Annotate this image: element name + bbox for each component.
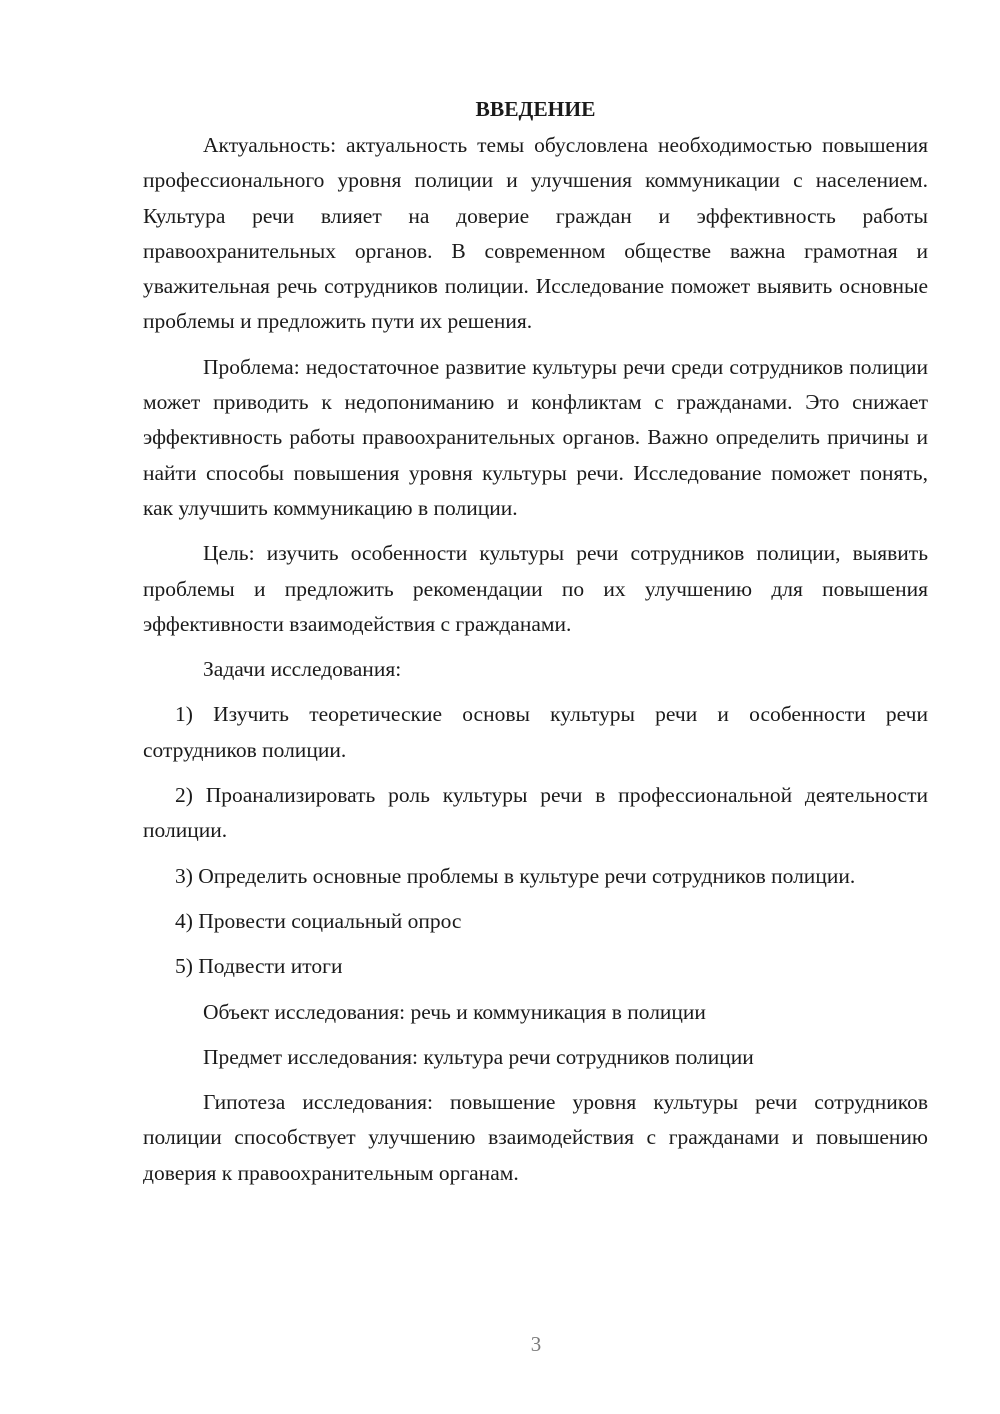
task-item: 5) Подвести итоги — [175, 954, 343, 979]
goal-paragraph: Цель: изучить особенности культуры речи сотрудников полиции, выявить проблемы и предложить рекомендации по их улучшению для повышения эффективности взаимодействия с гражданами. — [143, 541, 928, 636]
page-number: 3 — [530, 1332, 542, 1356]
task-item: 1) Изучить теоретические основы культуры речи и особенности речи сотрудников полиции. — [143, 702, 928, 762]
research-object: Объект исследования: речь и коммуникация в полиции — [203, 999, 706, 1024]
page-content — [143, 92, 928, 1201]
section-heading: ВВЕДЕНИЕ — [475, 97, 596, 121]
research-subject: Предмет исследования: культура речи сотрудников полиции — [203, 1044, 754, 1069]
problem-paragraph: Проблема: недостаточное развитие культуры речи среди сотрудников полиции может приводить к недопониманию и конфликтам с гражданами. Это снижает эффективность работы правоохранительных органов. Важно определить причины и найти способы повышения уровня культуры речи. Исследование поможет понять, как улучшить коммуникацию в полиции. — [143, 354, 928, 520]
task-item: 3) Определить основные проблемы в культуре речи сотрудников полиции. — [175, 863, 856, 888]
actuality-paragraph: Актуальность: актуальность темы обусловлена необходимостью повышения профессионального уровня полиции и улучшения коммуникации с населением. Культура речи влияет на доверие граждан и эффективность работы правоохранительных органов. В современном обществе важна грамотная и уважительная речь сотрудников полиции. Исследование поможет выявить основные проблемы и предложить пути их решения. — [143, 133, 928, 334]
hypothesis-paragraph: Гипотеза исследования: повышение уровня культуры речи сотрудников полиции способствует улучшению взаимодействия с гражданами и повышению доверия к правоохранительным органам. — [143, 1090, 928, 1185]
task-item: 2) Проанализировать роль культуры речи в профессиональной деятельности полиции. — [143, 783, 928, 843]
tasks-title: Задачи исследования: — [203, 657, 402, 682]
task-item: 4) Провести социальный опрос — [175, 908, 462, 933]
